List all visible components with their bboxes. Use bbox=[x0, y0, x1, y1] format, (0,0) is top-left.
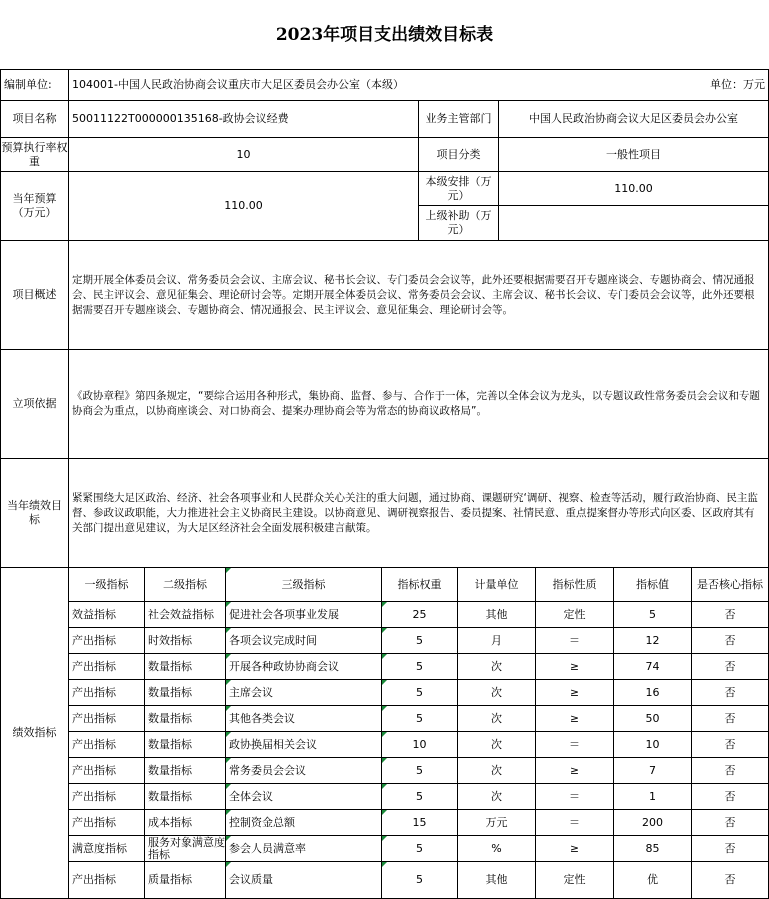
indicator-level1-cell: 产出指标 bbox=[69, 810, 145, 836]
indicator-nature-cell: ＝ bbox=[536, 810, 614, 836]
indicator-level1-cell: 效益指标 bbox=[69, 602, 145, 628]
indicator-unit-cell: 其他 bbox=[458, 862, 536, 899]
indicator-level3-cell: 控制资金总额 bbox=[226, 810, 382, 836]
indicator-value-cell: 10 bbox=[614, 732, 692, 758]
indicator-level2-cell: 数量指标 bbox=[145, 654, 226, 680]
upper-subsidy-value bbox=[499, 206, 769, 241]
weight-label: 预算执行率权重 bbox=[0, 138, 69, 172]
indicator-level3-cell: 促进社会各项事业发展 bbox=[226, 602, 382, 628]
indicator-core-cell: 否 bbox=[692, 784, 769, 810]
indicators-label: 绩效指标 bbox=[0, 568, 69, 899]
indicator-unit-cell: % bbox=[458, 836, 536, 862]
indicator-level2-cell: 数量指标 bbox=[145, 680, 226, 706]
header-level2: 二级指标 bbox=[145, 568, 226, 602]
project-name-label: 项目名称 bbox=[0, 101, 69, 138]
indicator-nature-cell: ≥ bbox=[536, 706, 614, 732]
local-budget-value: 110.00 bbox=[499, 172, 769, 206]
project-name-value: 50011122T000000135168-政协会议经费 bbox=[69, 101, 419, 138]
indicator-weight-cell: 5 bbox=[382, 706, 458, 732]
header-core: 是否核心指标 bbox=[692, 568, 769, 602]
indicator-unit-cell: 月 bbox=[458, 628, 536, 654]
budget-label: 当年预算（万元） bbox=[0, 172, 69, 241]
indicator-unit-cell: 其他 bbox=[458, 602, 536, 628]
upper-subsidy-label: 上级补助（万元） bbox=[419, 206, 499, 241]
category-value: 一般性项目 bbox=[499, 138, 769, 172]
indicator-nature-cell: ＝ bbox=[536, 732, 614, 758]
indicator-nature-cell: ≥ bbox=[536, 654, 614, 680]
indicator-core-cell: 否 bbox=[692, 706, 769, 732]
indicator-level3-cell: 会议质量 bbox=[226, 862, 382, 899]
indicator-unit-cell: 次 bbox=[458, 784, 536, 810]
indicator-nature-cell: 定性 bbox=[536, 602, 614, 628]
indicator-unit-cell: 次 bbox=[458, 654, 536, 680]
budget-value: 110.00 bbox=[69, 172, 419, 241]
indicator-weight-cell: 5 bbox=[382, 836, 458, 862]
indicator-nature-cell: 定性 bbox=[536, 862, 614, 899]
header-value: 指标值 bbox=[614, 568, 692, 602]
indicator-weight-cell: 5 bbox=[382, 784, 458, 810]
indicator-unit-cell: 次 bbox=[458, 758, 536, 784]
indicator-weight-cell: 5 bbox=[382, 862, 458, 899]
indicator-value-cell: 74 bbox=[614, 654, 692, 680]
overview-label: 项目概述 bbox=[0, 241, 69, 350]
indicator-nature-cell: ＝ bbox=[536, 784, 614, 810]
unit-label: 编制单位: bbox=[0, 69, 69, 101]
indicator-core-cell: 否 bbox=[692, 628, 769, 654]
indicator-value-cell: 1 bbox=[614, 784, 692, 810]
indicator-weight-cell: 10 bbox=[382, 732, 458, 758]
indicator-unit-cell: 次 bbox=[458, 680, 536, 706]
indicator-level2-cell: 数量指标 bbox=[145, 732, 226, 758]
indicator-weight-cell: 15 bbox=[382, 810, 458, 836]
indicator-level3-cell: 其他各类会议 bbox=[226, 706, 382, 732]
header-weight: 指标权重 bbox=[382, 568, 458, 602]
indicator-value-cell: 优 bbox=[614, 862, 692, 899]
indicator-nature-cell: ≥ bbox=[536, 680, 614, 706]
indicator-weight-cell: 25 bbox=[382, 602, 458, 628]
indicator-value-cell: 12 bbox=[614, 628, 692, 654]
header-nature: 指标性质 bbox=[536, 568, 614, 602]
indicator-value-cell: 5 bbox=[614, 602, 692, 628]
indicator-level1-cell: 满意度指标 bbox=[69, 836, 145, 862]
indicator-level1-cell: 产出指标 bbox=[69, 654, 145, 680]
indicator-core-cell: 否 bbox=[692, 602, 769, 628]
page-title: 2023年项目支出绩效目标表 bbox=[275, 24, 494, 45]
indicator-level3-cell: 主席会议 bbox=[226, 680, 382, 706]
dept-value: 中国人民政治协商会议大足区委员会办公室 bbox=[499, 101, 769, 138]
overview-text: 定期开展全体委员会议、常务委员会会议、主席会议、秘书长会议、专门委员会会议等，此外还要根据需要召开专题座谈会、专题协商会、情况通报会、民主评议会、意见征集会、理论研讨会等。定期开展全体委员会议、常务委员会会议、主席会议、秘书长会议、专门委员会会议等，此外还要根据需要召开专题座谈会、专题协商会、情况通报会、民主评议会、意见征集会、理论研讨会等。 bbox=[69, 241, 769, 350]
indicator-level2-cell: 质量指标 bbox=[145, 862, 226, 899]
indicator-unit-cell: 次 bbox=[458, 732, 536, 758]
indicator-core-cell: 否 bbox=[692, 836, 769, 862]
indicator-level2-cell: 时效指标 bbox=[145, 628, 226, 654]
indicator-level2-cell: 数量指标 bbox=[145, 706, 226, 732]
indicator-value-cell: 50 bbox=[614, 706, 692, 732]
indicator-level1-cell: 产出指标 bbox=[69, 758, 145, 784]
indicator-nature-cell: ≥ bbox=[536, 758, 614, 784]
indicator-level3-cell: 各项会议完成时间 bbox=[226, 628, 382, 654]
indicator-nature-cell: ＝ bbox=[536, 628, 614, 654]
indicator-level2-cell: 成本指标 bbox=[145, 810, 226, 836]
indicator-level1-cell: 产出指标 bbox=[69, 680, 145, 706]
unit-value: 104001-中国人民政治协商会议重庆市大足区委员会办公室（本级） bbox=[69, 69, 669, 101]
goal-text: 紧紧围绕大足区政治、经济、社会各项事业和人民群众关心关注的重大问题，通过协商、课题研究‘调研、视察、检查等活动，履行政治协商、民主监督、参政议政职能，大力推进社会主义协商民主建设。以协商意见、调研视察报告、委员提案、社情民意、重点提案督办等形式向区委、区政府其有关部门提出意见建议，为大足区经济社会全面发展积极建言献策。 bbox=[69, 459, 769, 568]
basis-text: 《政协章程》第四条规定，“要综合运用各种形式，集协商、监督、参与、合作于一体，完善以全体会议为龙头，以专题议政性常务委员会会议和专题协商会为重点，以协商座谈会、对口协商会、提案办理协商会等为常态的协商议政格局”。 bbox=[69, 350, 769, 459]
indicator-level3-cell: 常务委员会会议 bbox=[226, 758, 382, 784]
indicator-unit-cell: 万元 bbox=[458, 810, 536, 836]
header-unit: 计量单位 bbox=[458, 568, 536, 602]
header-level3: 三级指标 bbox=[226, 568, 382, 602]
indicator-core-cell: 否 bbox=[692, 810, 769, 836]
indicator-core-cell: 否 bbox=[692, 654, 769, 680]
indicator-level3-cell: 参会人员满意率 bbox=[226, 836, 382, 862]
indicator-level3-cell: 开展各种政协协商会议 bbox=[226, 654, 382, 680]
local-budget-label: 本级安排（万元） bbox=[419, 172, 499, 206]
indicator-level1-cell: 产出指标 bbox=[69, 706, 145, 732]
indicator-level1-cell: 产出指标 bbox=[69, 732, 145, 758]
indicator-level3-cell: 政协换届相关会议 bbox=[226, 732, 382, 758]
currency-unit: 单位：万元 bbox=[669, 69, 769, 101]
indicator-value-cell: 85 bbox=[614, 836, 692, 862]
indicator-unit-cell: 次 bbox=[458, 706, 536, 732]
indicator-weight-cell: 5 bbox=[382, 758, 458, 784]
indicator-core-cell: 否 bbox=[692, 862, 769, 899]
category-label: 项目分类 bbox=[419, 138, 499, 172]
indicator-weight-cell: 5 bbox=[382, 628, 458, 654]
weight-value: 10 bbox=[69, 138, 419, 172]
basis-label: 立项依据 bbox=[0, 350, 69, 459]
indicator-value-cell: 16 bbox=[614, 680, 692, 706]
indicator-value-cell: 200 bbox=[614, 810, 692, 836]
indicator-core-cell: 否 bbox=[692, 758, 769, 784]
indicator-level1-cell: 产出指标 bbox=[69, 784, 145, 810]
indicator-level2-cell: 社会效益指标 bbox=[145, 602, 226, 628]
indicator-core-cell: 否 bbox=[692, 732, 769, 758]
indicator-level1-cell: 产出指标 bbox=[69, 628, 145, 654]
indicator-level2-cell: 服务对象满意度指标 bbox=[145, 836, 226, 862]
indicator-nature-cell: ≥ bbox=[536, 836, 614, 862]
indicator-value-cell: 7 bbox=[614, 758, 692, 784]
indicator-level2-cell: 数量指标 bbox=[145, 784, 226, 810]
indicator-level2-cell: 数量指标 bbox=[145, 758, 226, 784]
indicator-weight-cell: 5 bbox=[382, 654, 458, 680]
indicator-level3-cell: 全体会议 bbox=[226, 784, 382, 810]
header-level1: 一级指标 bbox=[69, 568, 145, 602]
indicator-level1-cell: 产出指标 bbox=[69, 862, 145, 899]
indicator-core-cell: 否 bbox=[692, 680, 769, 706]
dept-label: 业务主管部门 bbox=[419, 101, 499, 138]
goal-label: 当年绩效目标 bbox=[0, 459, 69, 568]
indicator-weight-cell: 5 bbox=[382, 680, 458, 706]
